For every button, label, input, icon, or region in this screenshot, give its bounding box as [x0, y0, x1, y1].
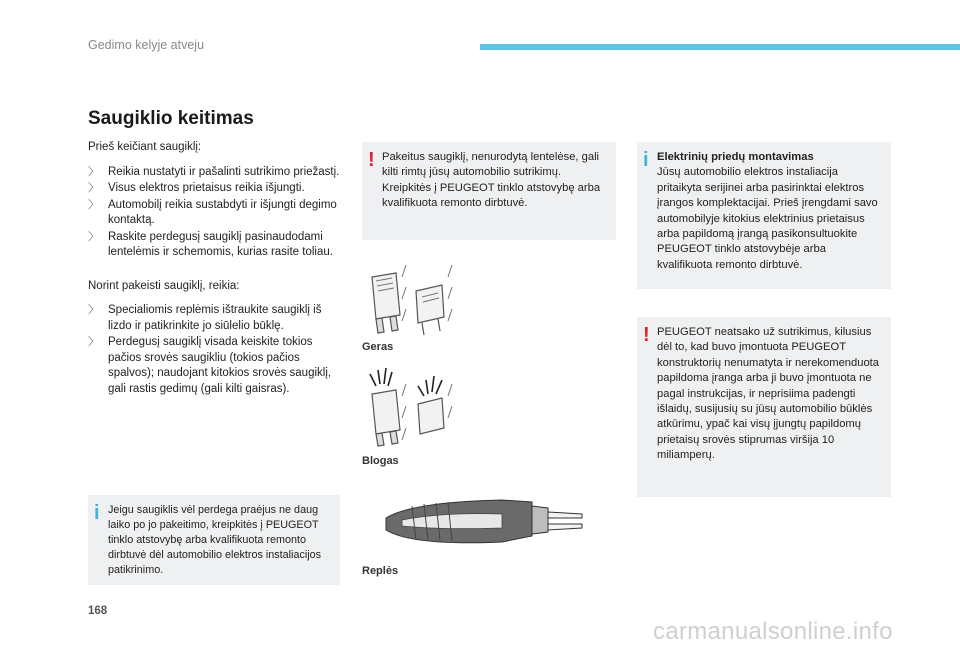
blown-fuse-label: Blogas: [362, 455, 399, 467]
bullet-icon: 〉: [88, 304, 99, 316]
replace-intro: Norint pakeisti saugiklį, reikia:: [88, 279, 240, 292]
header-title: Gedimo kelyje atveju: [88, 38, 205, 52]
watermark: carmanualsonline.info: [653, 618, 893, 645]
section-title: Saugiklio keitimas: [88, 108, 254, 129]
warning-icon: !: [368, 149, 375, 171]
page-number: 168: [88, 605, 108, 617]
list-item: 〉 Perdegusį saugiklį visada keiskite tokios pačios srovės saugikliu (tokios pačios spalvos); naudojant kitokios srovės saugiklį, gali rastis gedimų (gali kilti gaisras).: [88, 336, 332, 395]
bullet-icon: 〉: [88, 182, 99, 194]
blown-fuse-illustration: [362, 366, 462, 448]
warning-fuse-box: [362, 142, 616, 240]
info-note-text: Jeigu saugiklis vėl perdega praėjus ne daug laiko po jo pakeitimo, kreipkitės į PEUGEOT tinklo atstovybę arba kvalifikuota remonto dirbtuvė dėl automobilio elektros instaliacijos patikrinimo.: [108, 504, 322, 576]
bullet-icon: 〉: [88, 230, 99, 243]
list-item: 〉 Raskite perdegusį saugiklį pasinaudodami lentelėmis ir schemomis, kurias rasite toliau.: [88, 230, 333, 258]
accessories-title: Elektrinių priedų montavimas: [657, 151, 814, 163]
info-note-box: [88, 495, 340, 585]
warning-icon: !: [643, 324, 650, 346]
good-fuse-label: Geras: [362, 341, 394, 353]
bullet-icon: 〉: [88, 165, 99, 178]
info-icon: i: [643, 149, 649, 171]
accessories-text: Jūsų automobilio elektros instaliacija pritaikyta serijinei arba pasirinktai elektros įrangos komplektacijai. Prieš įrengdami savo automobilyje kitokius elektrinius prietaisus arba papildomą įrangą pasikonsultuokite PEUGEOT tinklo atstovybėje arba kvalifikuota remonto dirbtuvė.: [657, 166, 878, 271]
liability-warning-text: PEUGEOT neatsako už sutrikimus, kilusius dėl to, kad buvo įmontuota PEUGEOT konstruktorių nenumatyta ir nerekomenduota papildoma įranga arba ji buvo įmontuota ne pagal instrukcijas, ir neprisiima padengti išlaidų, susijusių su jūsų automobilio būklės atkūrimu, ypač kai visų įjungtų papildomų prietaisų srovės stiprumas viršija 10 miliamperų.: [657, 326, 880, 462]
instructions-column: [88, 140, 340, 411]
bullet-icon: 〉: [88, 336, 99, 348]
list-item: 〉 Visus elektros prietaisus reikia išjungti.: [88, 181, 340, 197]
fuse-pliers-illustration: [382, 492, 594, 554]
pliers-label: Replės: [362, 565, 399, 577]
list-item: 〉 Reikia nustatyti ir pašalinti sutrikimo priežastį.: [88, 165, 340, 181]
bullet-icon: 〉: [88, 198, 99, 211]
before-list: [88, 165, 340, 261]
before-intro: Prieš keičiant saugiklį:: [88, 141, 202, 153]
list-item: 〉 Specialiomis replėmis ištraukite saugiklį iš lizdo ir patikrinkite jo siūlelio būklę.: [88, 304, 322, 332]
warning-fuse-text: Pakeitus saugiklį, nenurodytą lentelėse, gali kilti rimtų jūsų automobilio sutrikimų. Kreipkitės į PEUGEOT tinklo atstovybę arba kvalifikuota remonto dirbtuvė.: [382, 151, 601, 210]
list-item: 〉 Automobilį reikia sustabdyti ir išjungti degimo kontaktą.: [88, 198, 337, 226]
liability-warning-box: [637, 317, 891, 497]
header-accent-bar: [480, 44, 960, 50]
replace-list: [88, 303, 340, 397]
good-fuse-illustration: [362, 255, 462, 335]
accessories-info-box: [637, 142, 891, 289]
info-icon: i: [94, 502, 100, 524]
